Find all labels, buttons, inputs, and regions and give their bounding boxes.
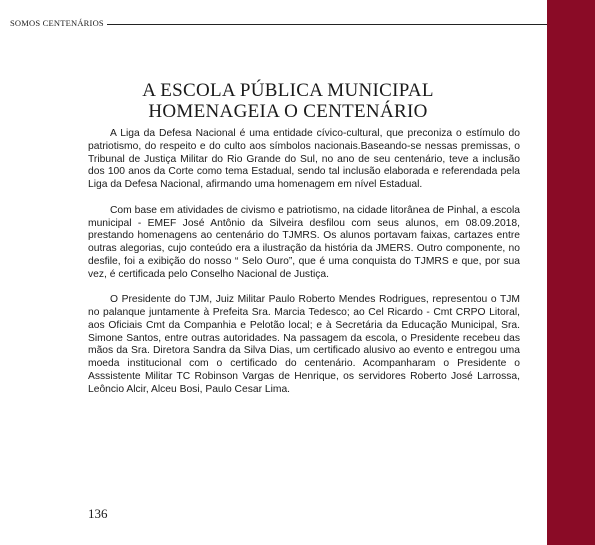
article-body	[88, 128, 520, 409]
title-line-1: A ESCOLA PÚBLICA MUNICIPAL	[142, 80, 434, 101]
paragraph-1: A Liga da Defesa Nacional é uma entidade cívico-cultural, que preconiza o estímulo do patriotismo, do respeito e do culto aos símbolos nacionais.Baseando-se nessas premissas, o Tribunal de Justiça Militar do Rio Grande do Sul, no ano de seu centenário, teve a inclusão dos 100 anos da Corte como tema Estadual, sendo tal inclusão elaborada e referendada pela Liga da Defesa Nacional, afirmando uma homenagem em nível Estadual.	[88, 128, 520, 190]
article-title	[88, 80, 488, 122]
side-color-band	[547, 0, 595, 545]
paragraph-2: Com base em atividades de civismo e patriotismo, na cidade litorânea de Pinhal, a escola municipal - EMEF José Antônio da Silveira desfilou com seus alunos, em 08.09.2018, prestando homenagens ao centenário do TJMRS. Os alunos portavam faixas, cartazes entre outras alegorias, cujo conteúdo era a ilustração da história da JMERS. Outro componente, no desfile, foi a exibição do nosso “ Selo Ouro”, que é uma conquista do TJMRS e que, por sua vez, é certificada pelo Conselho Nacional de Justiça.	[88, 204, 520, 280]
running-header-label: SOMOS CENTENÁRIOS	[10, 17, 107, 29]
paragraph-3: O Presidente do TJM, Juiz Militar Paulo Roberto Mendes Rodrigues, representou o TJM no palanque juntamente à Prefeita Sra. Marcia Tedesco; ao Cel Ricardo - Cmt CRPO Litoral, aos Oficiais Cmt da Companhia e Pelotão local; e à Secretária da Educação Municipal, Sra. Simone Santos, entre outras autoridades. Na passagem da escola, o Presidente recebeu das mãos da Sra. Diretora Sandra da Silva Dias, um certificado alusivo ao evento e entregou uma moeda institucional com o certificado do centenário. Acompanharam o Presidente o Asssistente Militar TC Robinson Vargas de Henrique, os servidores Roberto José Larrossa, Leôncio Alcir, Alceu Bosi, Paulo Cesar Lima.	[88, 294, 520, 395]
page-number: 136	[88, 506, 108, 521]
running-header	[10, 17, 547, 29]
title-line-2: HOMENAGEIA O CENTENÁRIO	[148, 101, 428, 122]
